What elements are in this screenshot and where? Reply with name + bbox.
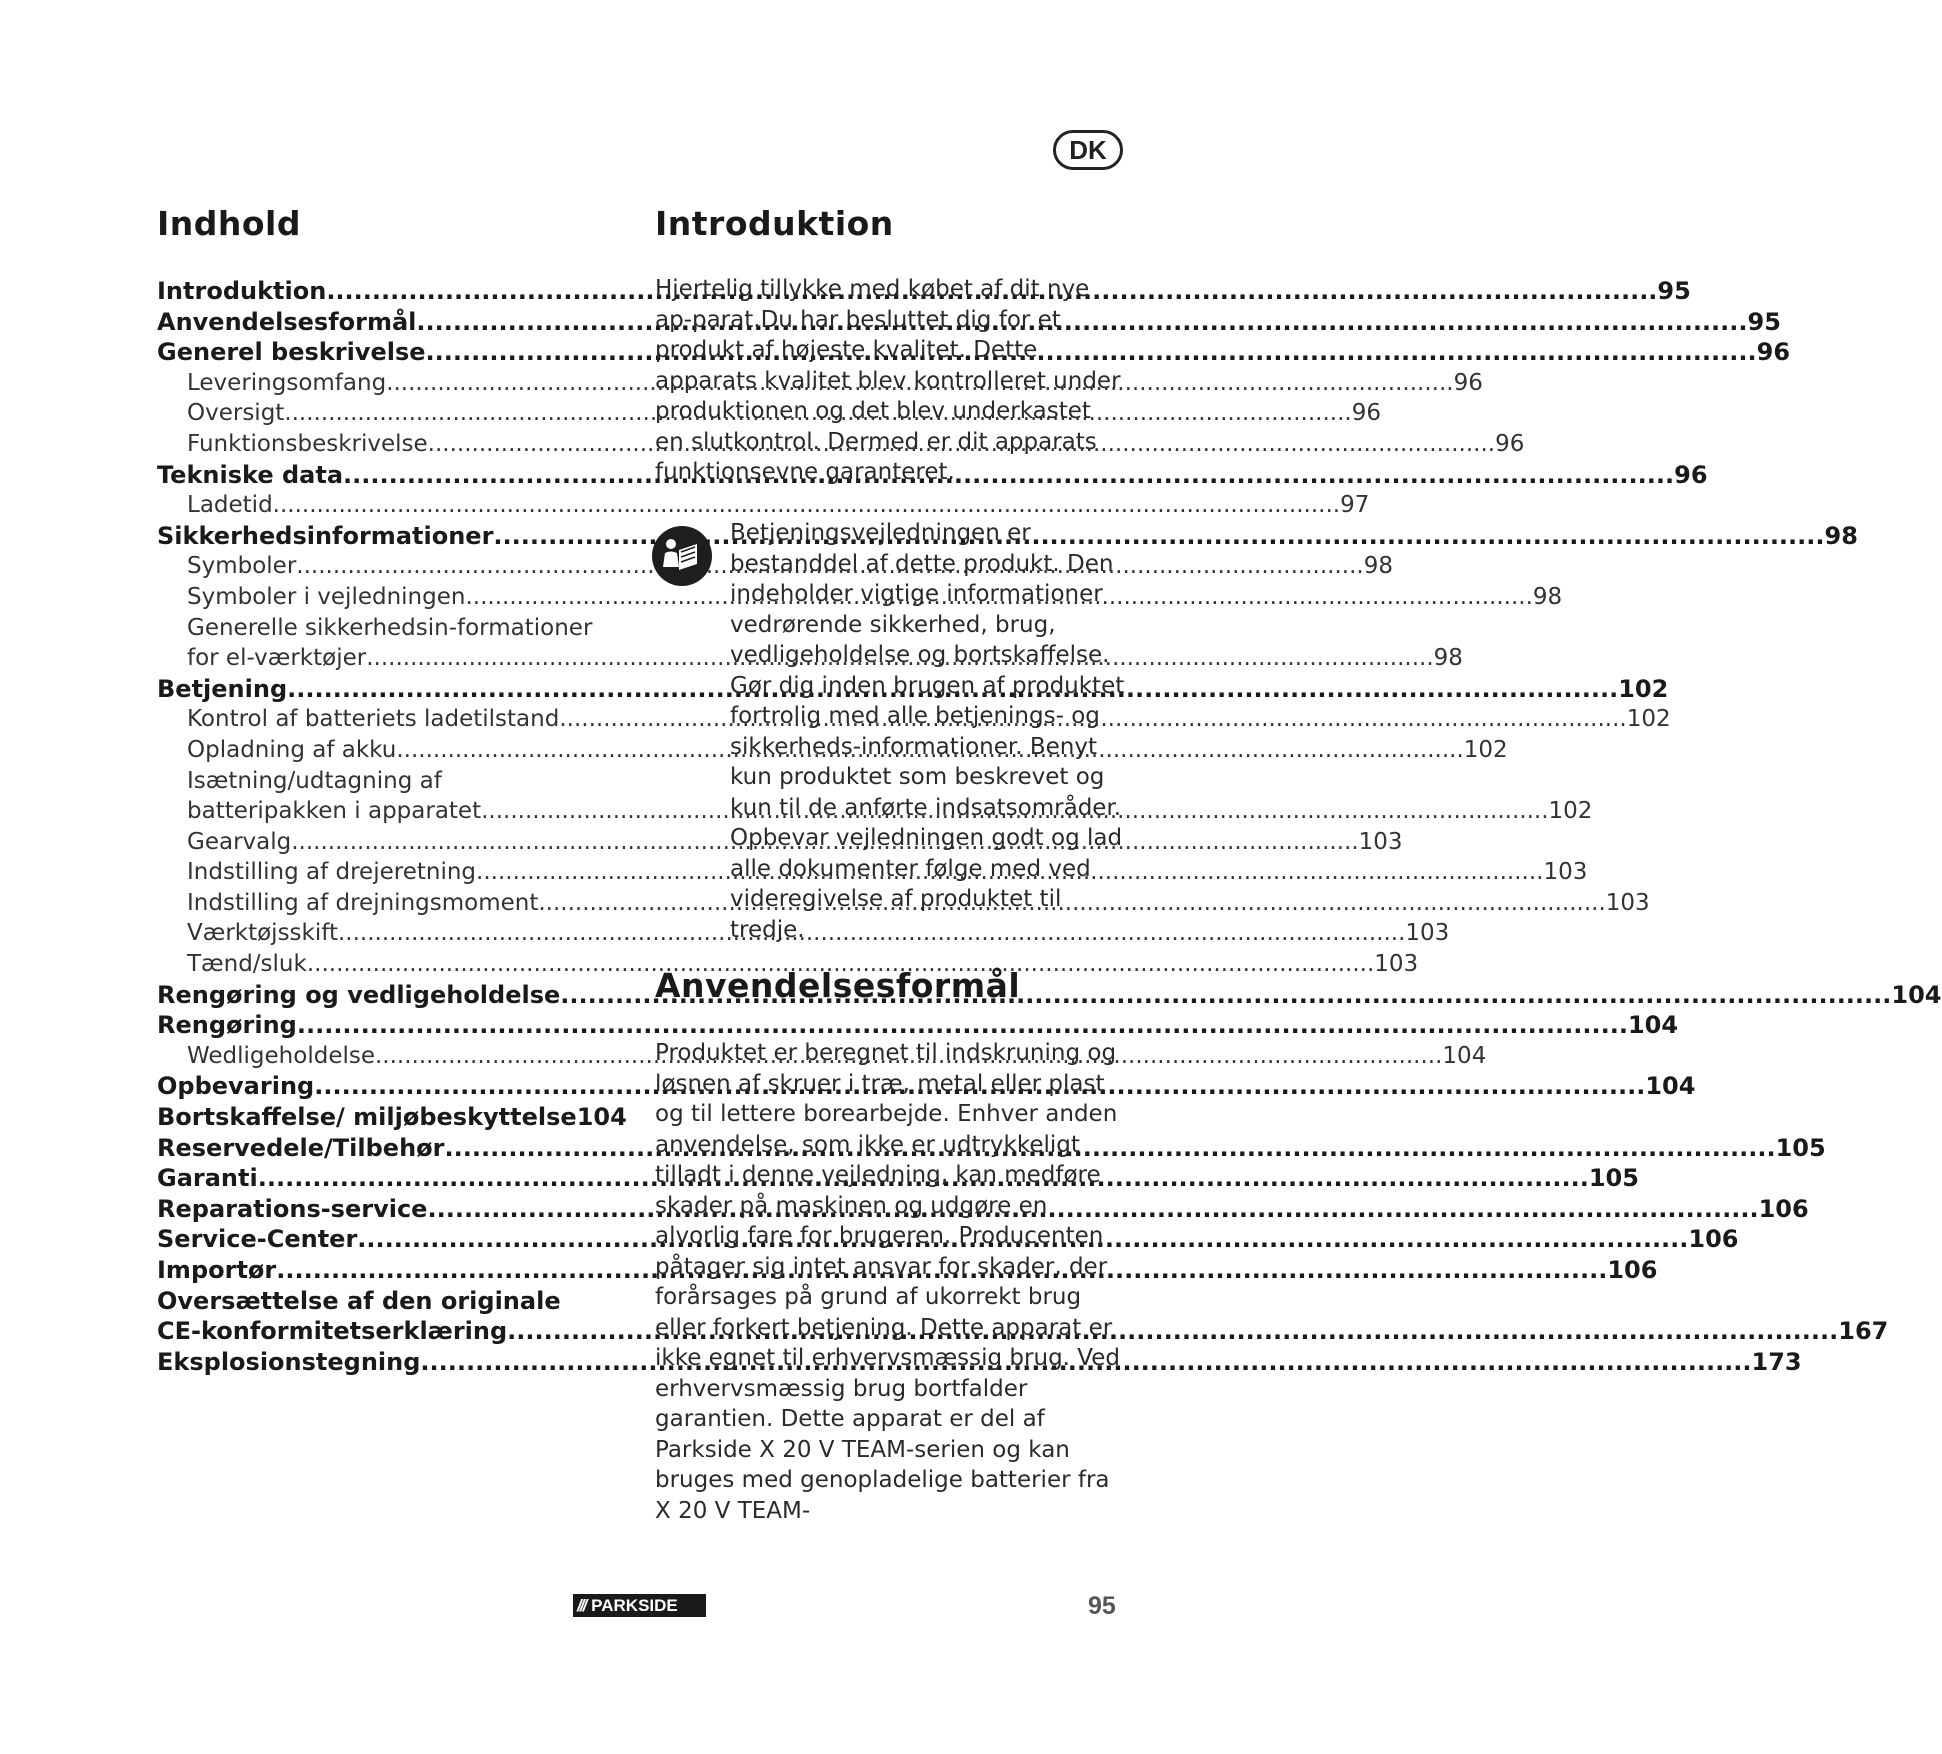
- toc-entry: [157, 582, 1563, 613]
- toc-entry-page: 95: [1747, 307, 1781, 336]
- toc-entry-page: 102: [1626, 706, 1671, 733]
- toc-entry-label: Ladetid: [187, 492, 273, 519]
- toc-entry: [157, 1071, 1696, 1102]
- toc-entry: [157, 613, 617, 644]
- usage-heading: Anvendelsesformål: [655, 966, 1021, 1005]
- toc-entry-label: Indstilling af drejningsmoment: [187, 889, 539, 916]
- toc-entry-label: Reservedele/Tilbehør: [157, 1133, 445, 1162]
- toc-entry-page: 167: [1838, 1317, 1889, 1346]
- toc-entry-page: 103: [1543, 859, 1588, 886]
- toc-entry-label: Rengøring: [157, 1011, 297, 1040]
- toc-entry-label: Rengøring og vedligeholdelse: [157, 980, 561, 1009]
- toc-entry-label: Oversættelse af den originale: [157, 1286, 561, 1315]
- toc-entry-page: 106: [1607, 1256, 1658, 1284]
- toc-entry-label: Generelle sikkerhedsin-formationer: [187, 614, 593, 641]
- toc-entry-label: Symboler: [187, 553, 297, 580]
- toc-entry-label: Garanti: [157, 1164, 258, 1193]
- toc-entry: [157, 490, 1370, 521]
- toc-entry-label: Eksplosionstegning: [157, 1347, 421, 1376]
- toc-entry-page: 106: [1758, 1194, 1809, 1223]
- toc-entry: [157, 735, 1508, 766]
- toc-entry: [157, 276, 1691, 307]
- toc-entry: [157, 521, 1858, 552]
- toc-entry-page: 96: [1351, 400, 1382, 427]
- toc-entry: [157, 1133, 1826, 1164]
- toc-entry-label: Symboler i vejledningen: [187, 583, 466, 610]
- toc-entry-page: 98: [1532, 583, 1563, 610]
- toc-entry-label: Betjening: [157, 674, 288, 703]
- toc-entry-page: 105: [1775, 1133, 1826, 1162]
- toc-entry-page: 96: [1756, 338, 1791, 367]
- toc-entry: [157, 337, 1791, 368]
- toc-entry-label: Generel beskrivelse: [157, 338, 426, 367]
- page-number: 95: [1088, 1592, 1116, 1620]
- intro-heading: Introduktion: [655, 204, 894, 243]
- toc-entry-page: 98: [1824, 521, 1858, 550]
- toc-entry-label: Wedligeholdelse: [187, 1042, 375, 1069]
- toc-entry-label: CE-konformitetserklæring: [157, 1317, 508, 1346]
- toc-entry: [157, 368, 1483, 399]
- toc-entry: [157, 1010, 1679, 1041]
- toc-entry-page: 103: [1405, 920, 1450, 947]
- toc-entry-page: 106: [1688, 1225, 1739, 1254]
- toc-leader-dots: [273, 490, 1340, 521]
- toc-entry: [157, 1286, 617, 1317]
- toc-entry-page: 102: [1463, 736, 1508, 763]
- toc-entry-label: Anvendelsesformål: [157, 307, 417, 336]
- toc-entry: [157, 796, 1593, 827]
- toc-entry-page: 102: [1618, 674, 1669, 703]
- toc-entry-label: Indstilling af drejeretning: [187, 859, 477, 886]
- toc-entry-page: 96: [1674, 460, 1708, 489]
- toc-entry-label: Sikkerhedsinformationer: [157, 521, 494, 550]
- toc-entry: [157, 674, 1669, 705]
- toc-entry: [157, 704, 1671, 735]
- toc-entry-page: 104: [1891, 980, 1942, 1009]
- toc-entry-label: Introduktion: [157, 277, 327, 305]
- toc-entry-label: Leveringsomfang: [187, 369, 387, 396]
- toc-entry-page: 104: [1627, 1011, 1679, 1040]
- manual-notice: Betjeningsvejledningen er bestanddel af dette produkt. Den indeholder vigtige informationer vedrørende sikkerhed, brug, vedligeholdelse og bortskaffelse. Gør dig inden brugen af produktet fortrolig med alle betjenings- og sikkerheds-informationer. Benyt kun produktet som beskrevet og kun til de anførte indsatsområder. Opbevar vejledningen godt og lad alle dokumenter følge med ved videregivelse af produktet til tredje.: [730, 520, 1125, 943]
- toc-entry: [157, 307, 1781, 338]
- toc-entry-page: 95: [1657, 277, 1691, 305]
- toc-entry-label: Isætning/udtagning af: [187, 767, 442, 794]
- toc-entry-label: Værktøjsskift: [187, 920, 338, 947]
- toc-entry: [157, 1255, 1658, 1286]
- toc-entry: [157, 1163, 1639, 1194]
- toc-heading: Indhold: [157, 204, 301, 243]
- toc-entry: [157, 1102, 627, 1133]
- read-manual-icon: [652, 526, 712, 586]
- toc-entry: [157, 551, 1393, 582]
- toc-entry: [157, 918, 1450, 949]
- toc-entry-label: Kontrol af batteriets ladetilstand: [187, 706, 560, 733]
- logo-text: PARKSIDE: [591, 1595, 678, 1615]
- toc-entry-label: Opbevaring: [157, 1072, 315, 1101]
- toc-leader-dots: [297, 1010, 1628, 1041]
- toc-entry: [157, 460, 1708, 491]
- toc-entry-page: 96: [1453, 369, 1483, 396]
- toc-entry: [157, 949, 1419, 980]
- toc-entry-page: 173: [1751, 1347, 1802, 1376]
- toc-entry-page: 97: [1340, 492, 1370, 519]
- toc-entry: [157, 1041, 1487, 1072]
- toc-entry-page: 104: [1645, 1072, 1696, 1101]
- toc-entry-label: Importør: [157, 1256, 277, 1284]
- toc-entry: [157, 1347, 1802, 1378]
- toc-entry-label: Gearvalg: [187, 828, 292, 855]
- toc-entry-label: Reparations-service: [157, 1194, 428, 1223]
- toc-entry-page: 102: [1548, 798, 1593, 825]
- toc-entry: [157, 857, 1588, 888]
- logo-slashes: ///: [577, 1595, 586, 1615]
- toc-entry-page: 98: [1363, 553, 1393, 580]
- toc-entry: [157, 398, 1382, 429]
- toc-entry-page: 98: [1433, 645, 1463, 672]
- usage-paragraph: Produktet er beregnet til indskruning og løsnen af skruer i træ, metal eller plast og til lettere borearbejde. Enhver anden anvendelse, som ikke er udtrykkeligt tilladt i denne vejledning, kan medføre skader på maskinen og udgøre en alvorlig fare for brugeren. Producenten påtager sig intet ansvar for skader, der forårsages på grund af ukorrekt brug eller forkert betjening. Dette apparat er ikke egnet til erhvervsmæssig brug. Ved erhvervsmæssig brug bortfalder garantien. Dette apparat er del af Parkside X 20 V TEAM-serien og kan bruges med genopladelige batterier fra X 20 V TEAM-: [655, 1040, 1120, 1524]
- parkside-logo: [573, 1594, 706, 1617]
- language-badge: DK: [1053, 130, 1123, 170]
- toc-entry-page: 103: [1358, 828, 1403, 855]
- toc-entry-label: Oversigt: [187, 400, 285, 427]
- toc-entry: [157, 1224, 1739, 1255]
- toc-entry: [157, 827, 1403, 858]
- toc-entry-label: Tænd/sluk: [187, 951, 307, 978]
- toc-entry-page: 103: [1605, 889, 1650, 916]
- toc-entry-label: Service-Center: [157, 1225, 358, 1254]
- toc-entry-page: 104: [1442, 1042, 1487, 1069]
- intro-paragraph: Hjertelig tillykke med købet af dit nye ap-parat.Du har besluttet dig for et produkt af højeste kvalitet. Dette apparats kvalitet blev kontrolleret under produktionen og det blev underkastet en slutkontrol. Dermed er dit apparats funktionsevne garanteret.: [655, 276, 1121, 485]
- toc-entry-page: 104: [576, 1103, 627, 1132]
- toc-entry-page: 103: [1374, 951, 1419, 978]
- toc-entry: [157, 888, 1650, 919]
- toc-entry-label: batteripakken i apparatet: [187, 798, 482, 825]
- toc-entry-label: for el-værktøjer: [187, 645, 367, 672]
- toc-entry: [157, 766, 617, 797]
- toc-entry-page: 105: [1588, 1164, 1639, 1193]
- toc-entry: [157, 1194, 1809, 1225]
- toc-entry-label: Tekniske data: [157, 460, 344, 489]
- toc-entry-page: 96: [1495, 430, 1525, 457]
- toc-entry-label: Funktionsbeskrivelse: [187, 430, 428, 457]
- toc-entry: [157, 643, 1463, 674]
- toc-entry-label: Bortskaffelse/ miljøbeskyttelse: [157, 1103, 577, 1132]
- toc-entry: [157, 1316, 1889, 1347]
- toc-entry-label: Opladning af akku: [187, 736, 397, 763]
- toc-entry: [157, 429, 1525, 460]
